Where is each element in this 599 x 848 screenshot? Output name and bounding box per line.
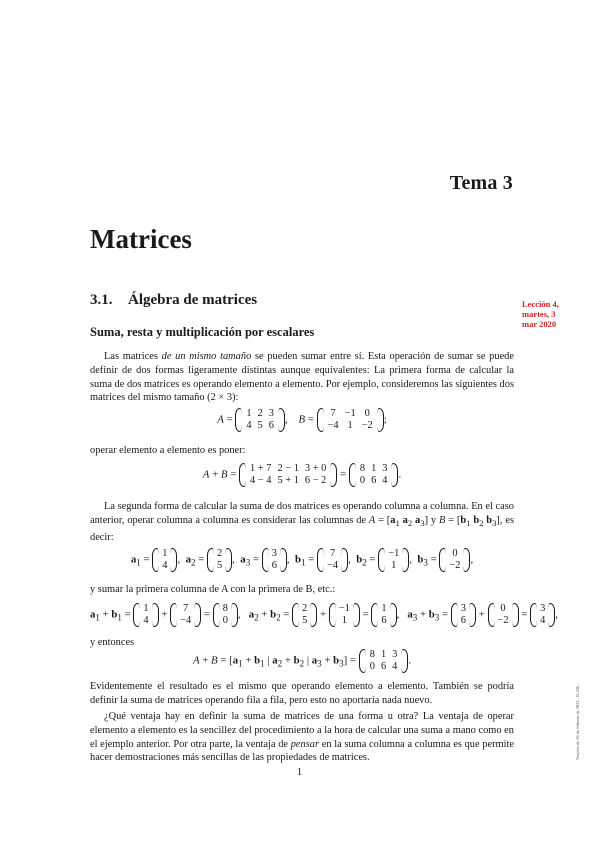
matrix-cell: 0 [452, 548, 458, 559]
text-run: Las matrices [104, 351, 162, 362]
chapter-title: Matrices [90, 224, 192, 254]
matrix-cell: 6 [460, 615, 466, 626]
section-number: 3.1. [90, 292, 113, 308]
matrix-cell: 7 [329, 548, 336, 559]
paragraph-sum-columns: y sumar la primera columna de A con la primera de B, etc.: [90, 584, 336, 595]
matrix-cell: 2 [302, 603, 308, 614]
matrix-cell: −1 [344, 408, 356, 419]
vector-sum-1 [213, 603, 238, 627]
paragraph-evidentemente: Evidentemente el resultado es el mismo que operando elemento a elemento. También se podría definir la suma de matrices operando fila a fila, pero esto no aportaría nada nuevo. [90, 681, 514, 706]
matrix-cell: 6 [371, 475, 377, 486]
subsection-heading: Suma, resta y multiplicación por escalares [90, 325, 315, 339]
matrix-cell: 6 [271, 560, 277, 571]
matrix-cell: −2 [449, 560, 461, 571]
matrix-cell: 4 [246, 420, 252, 431]
emphasis-text: pensar [290, 738, 320, 750]
paragraph-ventaja [90, 710, 514, 765]
matrix-cell: 8 [359, 463, 366, 474]
matrix-sum-elements [239, 463, 337, 487]
margin-note-line: martes, 3 [522, 309, 556, 319]
vector-b3 [439, 548, 470, 572]
matrix-cell: 7 [330, 408, 336, 419]
text-run: en la suma columna a columna es que permite hacer demostraciones más sencillas de las propiedades de matrices. [90, 738, 514, 764]
equation-column-sum-result: $A + B = [a_1 + b_1$ | $a_2 + b_2$ | $a_3 + b_3$] = 8 1 3 0 6 4 . [192, 649, 412, 672]
matrix-cell: 1 + 7 [250, 463, 272, 474]
vector-sum-2 [371, 603, 396, 627]
matrix-cell: 1 [371, 463, 377, 474]
matrix-cell: 3 [268, 408, 274, 419]
matrix-cell: 2 [216, 548, 223, 559]
matrix-cell: 1 [347, 420, 353, 431]
equation-matrices-ab: A = 1 2 3 4 5 6 , B = 7 −1 0 −4 1 −2 ; [217, 408, 387, 431]
vector-a3-copy [451, 603, 476, 627]
matrix-cell: 3 [540, 603, 546, 614]
matrix-cell: 4 [162, 560, 168, 571]
equation-element-sum: A + B = 1 + 7 2 − 1 3 + 0 4 − 4 5 + 1 6 − 2 = 8 1 3 0 6 4 . [202, 463, 402, 486]
matrix-cell: 1 [381, 603, 387, 614]
margin-note [522, 299, 582, 329]
matrix-cell: 4 [540, 615, 546, 626]
section-title: Álgebra de matrices [128, 292, 258, 308]
matrix-cell: 3 + 0 [304, 463, 327, 474]
matrix-cell: 1 [143, 603, 149, 614]
matrix-cell: 6 [381, 615, 387, 626]
matrix-cell: 4 − 4 [250, 475, 272, 486]
matrix-cell: −4 [327, 420, 339, 431]
matrix-cell: 4 [392, 661, 398, 672]
matrix-cell: 7 [183, 603, 189, 614]
matrix-cell: 3 [382, 463, 388, 474]
vector-a2-copy [292, 603, 317, 627]
chapter-label: Tema 3 [449, 172, 513, 194]
margin-note-line: mar 2020 [522, 319, 557, 329]
vector-b3-copy [488, 603, 519, 627]
matrix-cell: 4 [382, 475, 388, 486]
emphasis-text: de un mismo tamaño [161, 351, 252, 362]
vector-sum-3 [530, 603, 555, 627]
matrix-cell: 0 [369, 661, 375, 672]
matrix-result-copy [359, 649, 409, 673]
section-heading [90, 292, 257, 309]
matrix-cell: 2 [257, 408, 263, 419]
vector-a1-copy [133, 603, 158, 627]
paragraph-y-entonces: y entonces [90, 637, 135, 648]
matrix-cell: 6 − 2 [304, 475, 327, 486]
matrix-cell: 8 [369, 649, 375, 660]
matrix-b [317, 408, 384, 432]
matrix-cell: −2 [497, 615, 509, 626]
page-number: 1 [296, 766, 303, 778]
matrix-a [235, 408, 285, 432]
matrix-cell: 3 [460, 603, 466, 614]
matrix-cell: 3 [271, 548, 277, 559]
equation-column-vectors: $a_1$ = 1 4 , $a_2$ = 2 5 , $a_3$ = 3 6 , $b_1$ = 7 −4 , $b_2$ = −1 1 , $b_3$ = 0 −2 , [130, 548, 474, 571]
matrix-cell: 2 − 1 [277, 463, 299, 474]
matrix-cell: 0 [222, 615, 228, 626]
matrix-cell: 0 [500, 603, 506, 614]
matrix-cell: −1 [388, 548, 400, 559]
vector-a1 [152, 548, 177, 572]
paragraph-intro [90, 350, 514, 405]
matrix-cell: 5 [257, 420, 263, 431]
matrix-cell: −4 [180, 615, 192, 626]
matrix-cell: 8 [222, 603, 228, 614]
paragraph-column-wise: La segunda forma de calcular la suma de dos matrices es operando columna a columna. En el caso anterior, operar columna a columna es considerar las columnas de $A = [a_1$ $a_2$ $a_3$] y $B = [b_1$ $b_2$ $b_3$], es decir: [90, 501, 514, 543]
vector-b1-copy [170, 603, 201, 627]
text-run: se pueden sumar entre sí. Esta operación de sumar se puede definir de dos formas ligeramente distintas aunque equivalentes: La primera forma de calcular la suma de dos matrices es operando elemento a elemento. Por ejemplo, consideremos las siguientes dos matrices del mismo tamaño (2 × 3): [90, 351, 514, 404]
vector-b2-copy [329, 603, 360, 627]
vector-b1 [317, 548, 348, 572]
paragraph-element-wise: operar elemento a elemento es poner: [90, 445, 246, 456]
matrix-cell: 6 [380, 661, 387, 672]
matrix-cell: 1 [162, 548, 168, 559]
matrix-cell: 1 [341, 615, 347, 626]
text-run: , es decir: [90, 514, 514, 543]
matrix-cell: 1 [246, 408, 252, 419]
text-run: ¿Qué ventaja hay en definir la suma de matrices de una forma u otra? La ventaja de operar elemento a elemento es la sencillez del procedimiento a la hora de calcular una suma a mano como en el ejemplo anterior. Por otra parte, la ventaja de [90, 711, 514, 750]
matrix-cell: 3 [392, 649, 398, 660]
equation-column-sums: $a_1 + b_1$ = 1 4 + 7 −4 = 8 0 , $a_2 + b_2$ = 2 5 + −1 1 = 1 6 , $a_3 + b_3$ = 3 6 + 0 −2 = 3 4 , [90, 603, 558, 626]
matrix-cell: 6 [268, 420, 274, 431]
matrix-result [349, 463, 399, 487]
text-run: La segunda forma de calcular la suma de dos matrices es operando columna a columna. En el caso anterior, operar columna a columna es considerar las columnas de [90, 501, 514, 526]
vector-a3 [262, 548, 287, 572]
vector-a2 [207, 548, 232, 572]
matrix-cell: 1 [391, 560, 397, 571]
margin-note-line: Lección 4, [522, 299, 559, 309]
matrix-cell: 1 [380, 649, 387, 660]
matrix-cell: 0 [364, 408, 370, 419]
matrix-cell: −1 [338, 603, 350, 614]
matrix-cell: 5 [302, 615, 308, 626]
version-stamp: Versión de 26 de febrero de 2021, 16:23h. [575, 684, 580, 760]
matrix-cell: −2 [361, 420, 373, 431]
matrix-cell: 0 [359, 475, 366, 486]
matrix-cell: 5 [216, 560, 223, 571]
matrix-cell: 4 [143, 615, 149, 626]
matrix-cell: 5 + 1 [277, 475, 299, 486]
matrix-cell: −4 [327, 560, 339, 571]
vector-b2 [378, 548, 409, 572]
